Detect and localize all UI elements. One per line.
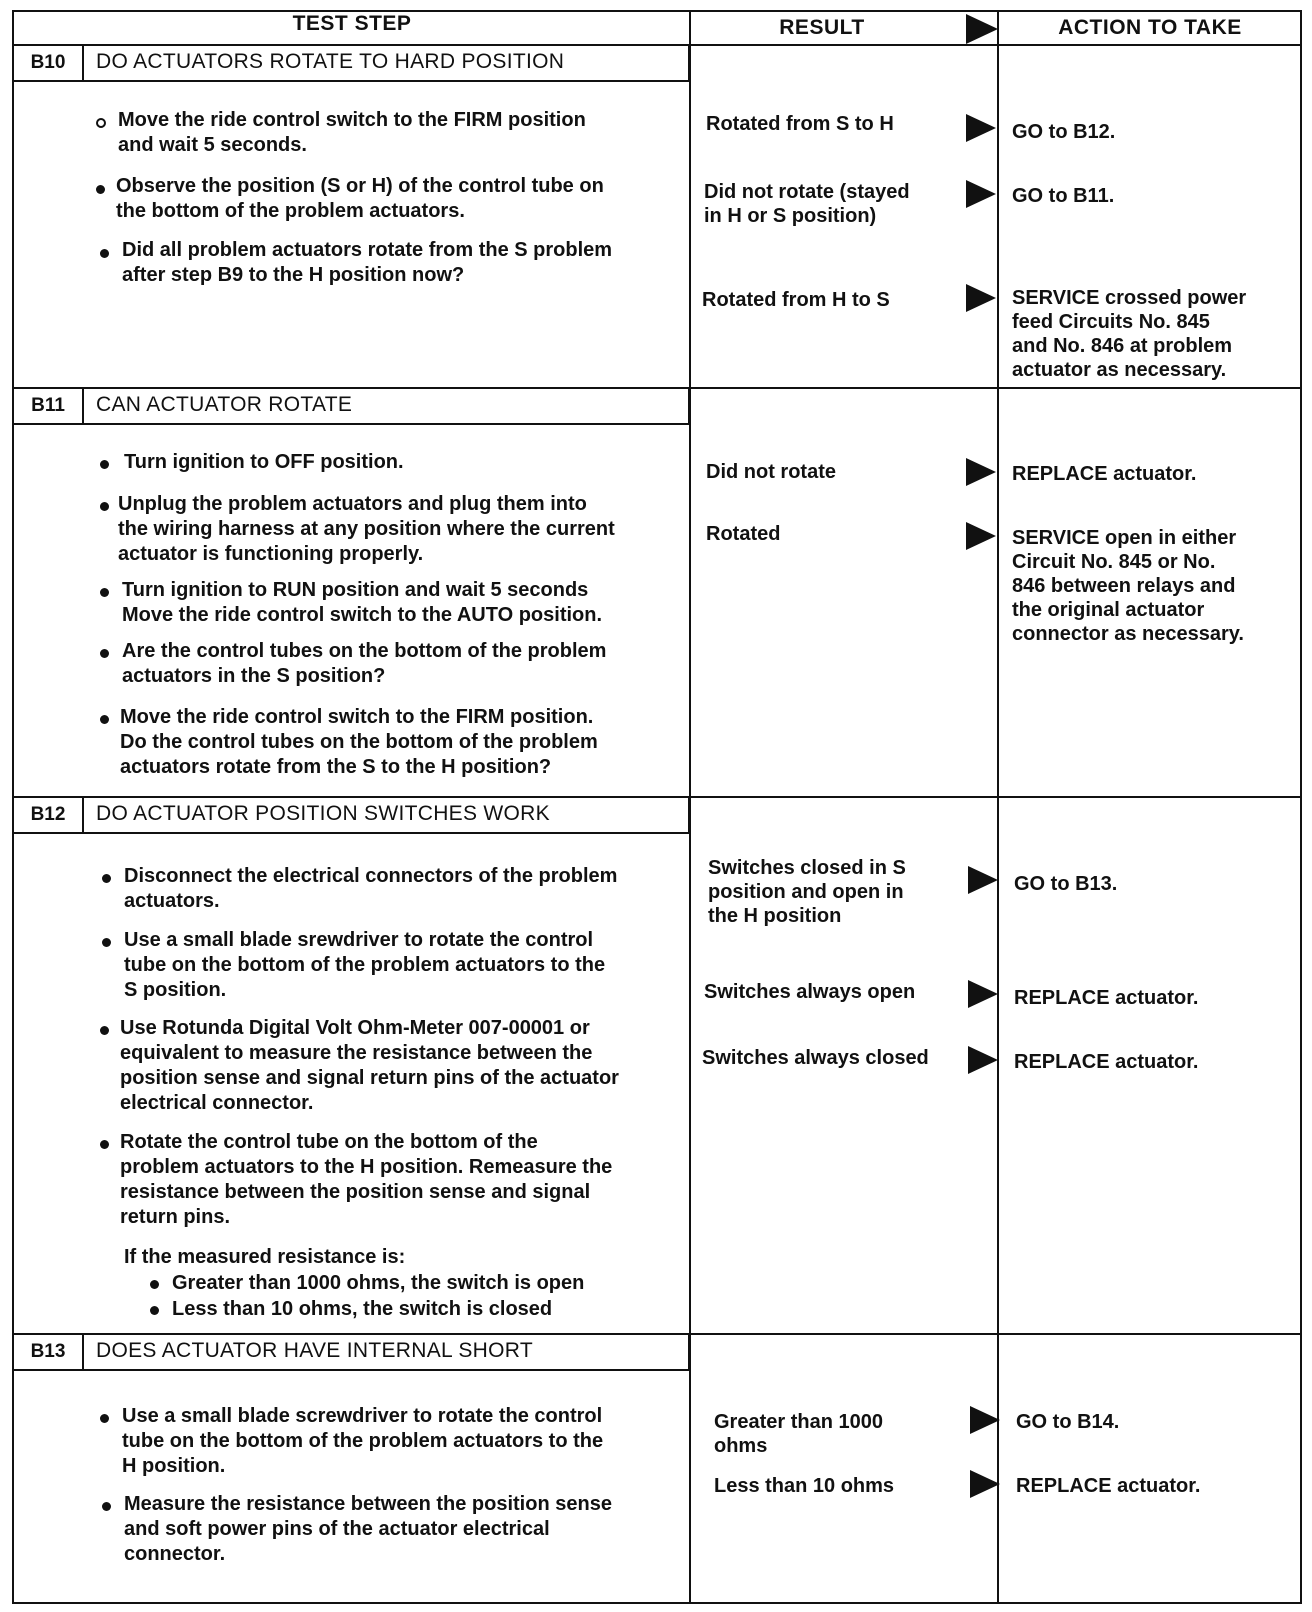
step-id: B13 — [30, 1341, 66, 1362]
step-title: DO ACTUATOR POSITION SWITCHES WORK — [96, 802, 550, 825]
result-arrow-icon — [966, 458, 996, 486]
header-test-step: TEST STEP — [292, 12, 412, 35]
action-text: GO to B13. — [1014, 873, 1118, 895]
result-arrow-icon — [966, 180, 996, 208]
bullet-icon — [102, 874, 111, 883]
action-text: REPLACE actuator. — [1014, 1051, 1199, 1073]
bullet-icon — [150, 1280, 159, 1289]
bullet-icon — [150, 1306, 159, 1315]
action-text: REPLACE actuator. — [1012, 463, 1197, 485]
bullet-icon — [96, 185, 105, 194]
action-text: GO to B11. — [1012, 185, 1115, 207]
result-arrow-icon — [970, 1470, 1000, 1498]
result-text: Switches always closed — [702, 1047, 929, 1069]
step-id: B10 — [30, 52, 66, 73]
step-id-divider — [82, 796, 84, 834]
step-id: B11 — [31, 395, 65, 416]
bullet-icon — [102, 1502, 111, 1511]
bullet-icon — [100, 1414, 109, 1423]
result-text: Switches always open — [704, 981, 916, 1003]
bullet-icon — [100, 1026, 109, 1035]
bullet-icon — [100, 715, 109, 724]
step-instruction: Did all problem actuators rotate from the S problem after step B9 to the H position now? — [122, 239, 613, 286]
step-instruction: Unplug the problem actuators and plug them into the wiring harness at any position where the current actuator is functioning properly. — [118, 493, 615, 565]
result-text: Did not rotate — [706, 461, 836, 483]
step-instruction: Are the control tubes on the bottom of the problem actuators in the S position? — [122, 640, 607, 687]
step-instruction: Use Rotunda Digital Volt Ohm-Meter 007-00001 or equivalent to measure the resistance between the position sense and signal return pins of the actuator electrical connector. — [120, 1017, 619, 1114]
header-result: RESULT — [779, 16, 865, 39]
step-instruction: Use a small blade srewdriver to rotate the control tube on the bottom of the problem actuators to the S position. — [124, 929, 606, 1001]
step-instruction: Rotate the control tube on the bottom of the problem actuators to the H position. Remeasure the resistance between the position sense and signal return pins. — [120, 1131, 613, 1228]
step-instruction: Observe the position (S or H) of the control tube on the bottom of the problem actuators. — [116, 175, 604, 222]
result-arrow-icon — [968, 980, 998, 1008]
col-divider-2 — [997, 10, 999, 1604]
measurement-note: If the measured resistance is: — [124, 1246, 406, 1268]
result-arrow-icon — [968, 1046, 998, 1074]
bullet-icon — [102, 938, 111, 947]
measurement-criterion: Less than 10 ohms, the switch is closed — [172, 1298, 553, 1320]
measurement-criterion: Greater than 1000 ohms, the switch is open — [172, 1272, 585, 1294]
step-instruction: Turn ignition to OFF position. — [124, 451, 404, 473]
bullet-icon — [96, 118, 106, 128]
action-text: GO to B14. — [1016, 1411, 1120, 1433]
step-instruction: Use a small blade screwdriver to rotate the control tube on the bottom of the problem actuators to the H position. — [122, 1405, 604, 1477]
step-title: DOES ACTUATOR HAVE INTERNAL SHORT — [96, 1339, 533, 1362]
step-instruction: Move the ride control switch to the FIRM position. Do the control tubes on the bottom of the problem actuators rotate from the S to the H position? — [120, 706, 598, 778]
bullet-icon — [100, 1140, 109, 1149]
action-text: SERVICE crossed power feed Circuits No. 845 and No. 846 at problem actuator as necessary. — [1012, 287, 1247, 381]
result-text: Rotated from H to S — [702, 289, 890, 311]
result-arrow-icon — [970, 1406, 1000, 1434]
bullet-icon — [100, 588, 109, 597]
action-text: GO to B12. — [1012, 121, 1116, 143]
step-instruction: Turn ignition to RUN position and wait 5 seconds Move the ride control switch to the AUTO position. — [122, 579, 603, 626]
result-text: Rotated from S to H — [706, 113, 894, 135]
action-text: SERVICE open in either Circuit No. 845 or No. 846 between relays and the original actuator connector as necessary. — [1012, 527, 1244, 645]
step-title: DO ACTUATORS ROTATE TO HARD POSITION — [96, 50, 565, 73]
step-instruction: Disconnect the electrical connectors of the problem actuators. — [124, 865, 618, 912]
bullet-icon — [100, 460, 109, 469]
bullet-icon — [100, 502, 109, 511]
result-arrow-icon — [968, 866, 998, 894]
header-action: ACTION TO TAKE — [1058, 16, 1242, 39]
result-arrow-icon — [966, 114, 996, 142]
result-text: Did not rotate (stayed in H or S position) — [704, 181, 910, 227]
result-text: Less than 10 ohms — [714, 1475, 895, 1497]
action-text: REPLACE actuator. — [1014, 987, 1199, 1009]
step-instruction: Move the ride control switch to the FIRM position and wait 5 seconds. — [118, 109, 586, 156]
result-arrow-icon — [966, 284, 996, 312]
bullet-icon — [100, 649, 109, 658]
action-text: REPLACE actuator. — [1016, 1475, 1201, 1497]
result-arrow-icon — [966, 522, 996, 550]
result-text: Greater than 1000 ohms — [714, 1411, 883, 1457]
step-instruction: Measure the resistance between the position sense and soft power pins of the actuator electrical connector. — [124, 1493, 612, 1565]
step-id: B12 — [30, 804, 66, 825]
result-text: Rotated — [706, 523, 781, 545]
header-arrow-icon — [966, 14, 998, 44]
step-id-divider — [82, 387, 84, 425]
result-text: Switches closed in S position and open in the H position — [708, 857, 906, 927]
step-id-divider — [82, 44, 84, 82]
step-id-divider — [82, 1333, 84, 1371]
step-title: CAN ACTUATOR ROTATE — [96, 393, 353, 416]
bullet-icon — [100, 249, 109, 258]
